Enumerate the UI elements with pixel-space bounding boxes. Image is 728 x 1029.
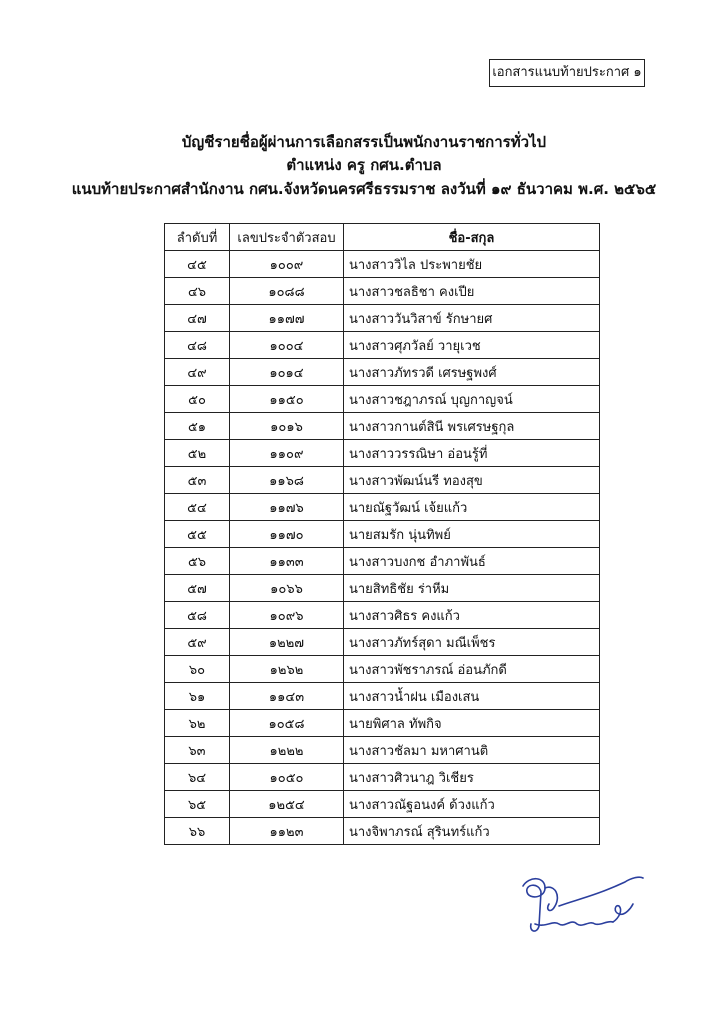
- name-cell: นางสาวชฎาภรณ์ บุญกาญจน์: [344, 386, 600, 413]
- exam-id-cell: ๑๐๐๙: [230, 251, 344, 278]
- exam-id-cell: ๑๑๓๓: [230, 548, 344, 575]
- table-row: [165, 305, 600, 332]
- exam-id-cell: ๑๐๙๖: [230, 602, 344, 629]
- table-row: [165, 251, 600, 278]
- candidate-table: [164, 223, 600, 845]
- table-row: [165, 575, 600, 602]
- exam-id-cell: ๑๐๑๖: [230, 413, 344, 440]
- order-cell: ๔๖: [165, 278, 230, 305]
- exam-id-cell: ๑๑๗๗: [230, 305, 344, 332]
- name-cell: นางสาวพัชราภรณ์ อ่อนภักดี: [344, 656, 600, 683]
- table-row: [165, 791, 600, 818]
- table-row: [165, 278, 600, 305]
- table-row: [165, 440, 600, 467]
- order-cell: ๕๐: [165, 386, 230, 413]
- name-cell: นายสมรัก นุ่นทิพย์: [344, 521, 600, 548]
- exam-id-cell: ๑๐๖๖: [230, 575, 344, 602]
- order-cell: ๕๙: [165, 629, 230, 656]
- order-cell: ๖๑: [165, 683, 230, 710]
- name-cell: นางสาวภัทรวดี เศรษฐพงศ์: [344, 359, 600, 386]
- name-cell: นางสาวชัลมา มหาศานติ: [344, 737, 600, 764]
- exam-id-cell: ๑๑๕๐: [230, 386, 344, 413]
- annex-label: เอกสารแนบท้ายประกาศ ๑: [489, 59, 645, 87]
- name-cell: นางสาวศุภวัลย์ วายุเวช: [344, 332, 600, 359]
- name-cell: นางสาวศิธร คงแก้ว: [344, 602, 600, 629]
- order-cell: ๕๘: [165, 602, 230, 629]
- order-cell: ๕๗: [165, 575, 230, 602]
- exam-id-cell: ๑๒๕๔: [230, 791, 344, 818]
- order-cell: ๖๓: [165, 737, 230, 764]
- table-row: [165, 629, 600, 656]
- exam-id-cell: ๑๑๐๙: [230, 440, 344, 467]
- order-cell: ๕๑: [165, 413, 230, 440]
- position-title: ตำแหน่ง ครู กศน.ตำบล: [286, 156, 442, 174]
- exam-id-cell: ๑๐๘๘: [230, 278, 344, 305]
- name-cell: นางสาวบงกช อำภาพันธ์: [344, 548, 600, 575]
- announcement-reference: แนบท้ายประกาศสำนักงาน กศน.จังหวัดนครศรีธรรมราช ลงวันที่ ๑๙ ธันวาคม พ.ศ. ๒๕๖๕: [71, 180, 657, 198]
- name-cell: นางสาววรรณิษา อ่อนรู้ที่: [344, 440, 600, 467]
- table-row: [165, 818, 600, 845]
- table-header-row: [165, 224, 600, 251]
- order-cell: ๔๘: [165, 332, 230, 359]
- order-cell: ๖๐: [165, 656, 230, 683]
- order-cell: ๖๕: [165, 791, 230, 818]
- order-cell: ๔๗: [165, 305, 230, 332]
- column-header-order: ลำดับที่: [165, 224, 230, 251]
- exam-id-cell: ๑๒๖๒: [230, 656, 344, 683]
- table-row: [165, 332, 600, 359]
- order-cell: ๖๔: [165, 764, 230, 791]
- name-cell: นางสาวศิวนาฎ วิเชียร: [344, 764, 600, 791]
- order-cell: ๕๓: [165, 467, 230, 494]
- name-cell: นางสาววันวิสาข์ รักษายศ: [344, 305, 600, 332]
- exam-id-cell: ๑๐๑๔: [230, 359, 344, 386]
- name-cell: นางสาวณัฐอนงค์ ด้วงแก้ว: [344, 791, 600, 818]
- table-row: [165, 764, 600, 791]
- exam-id-cell: ๑๒๒๗: [230, 629, 344, 656]
- name-cell: นางสาววิไล ประพายชัย: [344, 251, 600, 278]
- table-row: [165, 359, 600, 386]
- exam-id-cell: ๑๑๔๓: [230, 683, 344, 710]
- order-cell: ๔๙: [165, 359, 230, 386]
- order-cell: ๕๖: [165, 548, 230, 575]
- order-cell: ๕๔: [165, 494, 230, 521]
- table-row: [165, 467, 600, 494]
- exam-id-cell: ๑๐๕๐: [230, 764, 344, 791]
- exam-id-cell: ๑๑๒๓: [230, 818, 344, 845]
- table-row: [165, 602, 600, 629]
- name-cell: นางสาวกานต์สินี พรเศรษฐกุล: [344, 413, 600, 440]
- exam-id-cell: ๑๑๖๘: [230, 467, 344, 494]
- table-row: [165, 683, 600, 710]
- table-row: [165, 386, 600, 413]
- name-cell: นางสาวชลธิชา คงเปีย: [344, 278, 600, 305]
- order-cell: ๖๖: [165, 818, 230, 845]
- exam-id-cell: ๑๑๗๖: [230, 494, 344, 521]
- order-cell: ๖๒: [165, 710, 230, 737]
- column-header-exam-id: เลขประจำตัวสอบ: [230, 224, 344, 251]
- table-row: [165, 548, 600, 575]
- table-row: [165, 413, 600, 440]
- name-cell: นายณัฐวัฒน์ เจ้ยแก้ว: [344, 494, 600, 521]
- exam-id-cell: ๑๒๒๒: [230, 737, 344, 764]
- name-cell: นางจิพาภรณ์ สุรินทร์แก้ว: [344, 818, 600, 845]
- name-cell: นางสาวน้ำฝน เมืองเสน: [344, 683, 600, 710]
- name-cell: นางสาวภัทร์สุดา มณีเพ็ชร: [344, 629, 600, 656]
- order-cell: ๔๕: [165, 251, 230, 278]
- document-title: บัญชีรายชื่อผู้ผ่านการเลือกสรรเป็นพนักงานราชการทั่วไป: [181, 133, 547, 151]
- table-row: [165, 656, 600, 683]
- name-cell: นายสิทธิชัย ร่าหีม: [344, 575, 600, 602]
- order-cell: ๕๒: [165, 440, 230, 467]
- name-cell: นายพิศาล ทัพกิจ: [344, 710, 600, 737]
- exam-id-cell: ๑๐๐๔: [230, 332, 344, 359]
- table-row: [165, 494, 600, 521]
- signature-image: [515, 866, 645, 938]
- order-cell: ๕๕: [165, 521, 230, 548]
- name-cell: นางสาวพัฒน์นรี ทองสุข: [344, 467, 600, 494]
- table-row: [165, 521, 600, 548]
- column-header-name: ชื่อ-สกุล: [344, 224, 600, 251]
- exam-id-cell: ๑๐๕๘: [230, 710, 344, 737]
- table-row: [165, 710, 600, 737]
- exam-id-cell: ๑๑๗๐: [230, 521, 344, 548]
- table-row: [165, 737, 600, 764]
